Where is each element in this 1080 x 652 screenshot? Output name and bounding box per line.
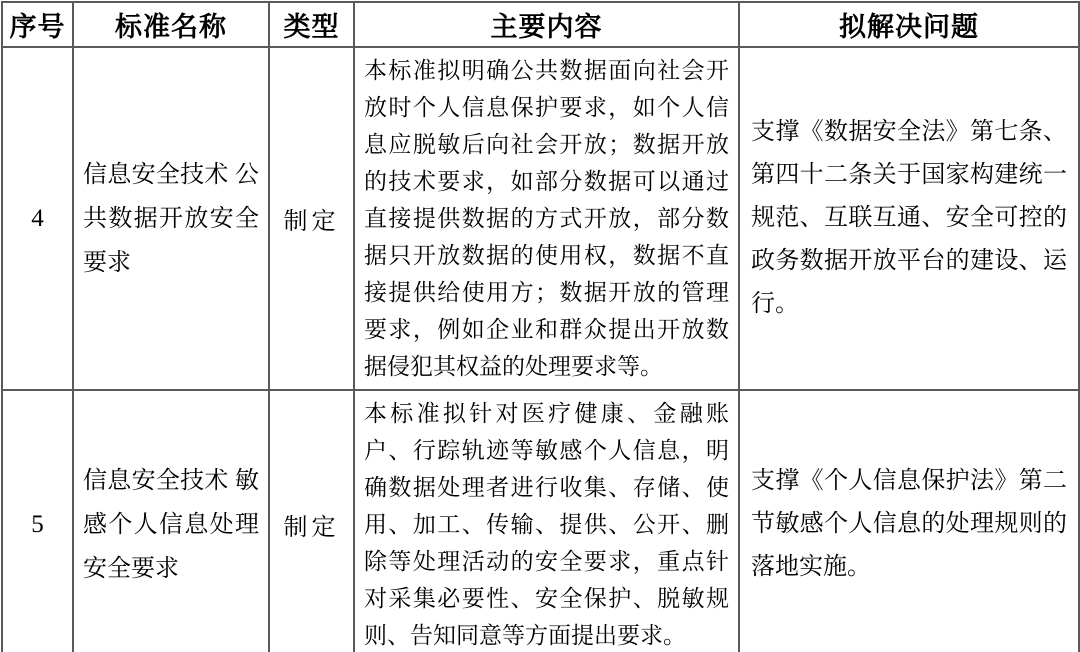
header-main-content: 主要内容 [354, 2, 739, 47]
header-standard-name: 标准名称 [73, 2, 269, 47]
cell-type: 制定 [269, 390, 354, 652]
table-row [2, 47, 1079, 390]
cell-problems-to-solve: 支撑《数据安全法》第七条、第四十二条关于国家构建统一规范、互联互通、安全可控的政务数据开放平台的建设、运行。 [739, 47, 1079, 390]
cell-problems-to-solve: 支撑《个人信息保护法》第二节敏感个人信息的处理规则的落地实施。 [739, 390, 1079, 652]
header-problems-to-solve: 拟解决问题 [739, 2, 1079, 47]
cell-standard-name: 信息安全技术 公共数据开放安全要求 [73, 47, 269, 390]
cell-serial-number: 5 [2, 390, 73, 652]
cell-main-content: 本标准拟针对医疗健康、金融账户、行踪轨迹等敏感个人信息，明确数据处理者进行收集、存储、使用、加工、传输、提供、公开、删除等处理活动的安全要求，重点针对采集必要性、安全保护、脱敏规则、告知同意等方面提出要求。 [354, 390, 739, 652]
header-row [2, 2, 1079, 47]
standards-plan-table [1, 1, 1080, 652]
cell-type: 制定 [269, 47, 354, 390]
header-type: 类型 [269, 2, 354, 47]
document-page [0, 1, 1080, 652]
table-row [2, 390, 1079, 652]
cell-serial-number: 4 [2, 47, 73, 390]
cell-main-content: 本标准拟明确公共数据面向社会开放时个人信息保护要求，如个人信息应脱敏后向社会开放；数据开放的技术要求，如部分数据可以通过直接提供数据的方式开放，部分数据只开放数据的使用权，数据不直接提供给使用方；数据开放的管理要求，例如企业和群众提出开放数据侵犯其权益的处理要求等。 [354, 47, 739, 390]
header-serial-number: 序号 [2, 2, 73, 47]
cell-standard-name: 信息安全技术 敏感个人信息处理安全要求 [73, 390, 269, 652]
